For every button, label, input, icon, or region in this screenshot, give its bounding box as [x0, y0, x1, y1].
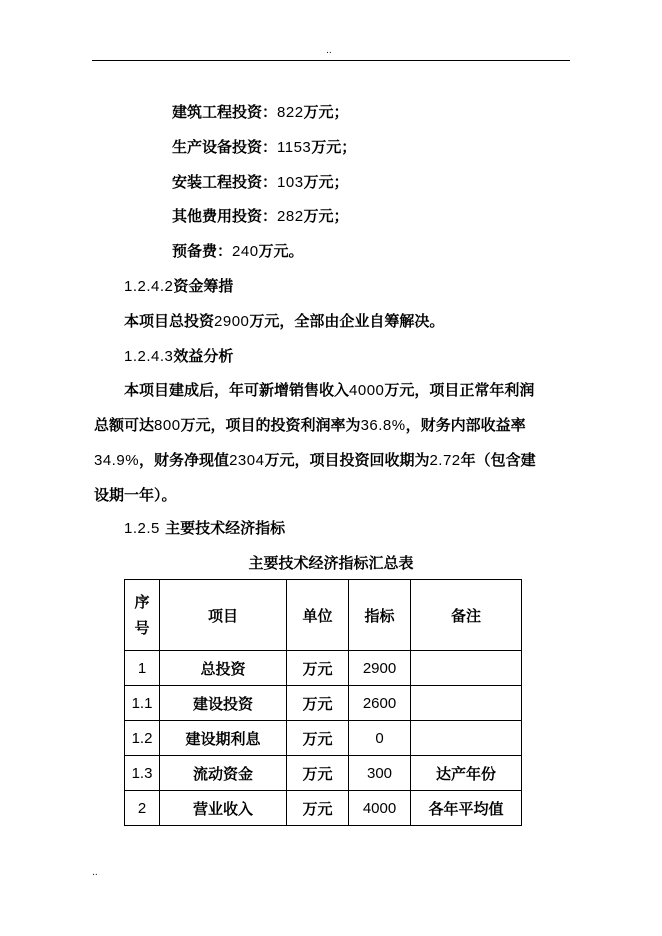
table-row — [125, 721, 522, 756]
item-unit: 万元； — [311, 138, 357, 156]
header-seq-2: 号 — [134, 619, 150, 637]
cell-value: 0 — [349, 721, 411, 756]
table-row — [125, 756, 522, 791]
benefit-text: ，财务净现值 — [139, 451, 230, 469]
section-title: 主要技术经济指标 — [165, 519, 286, 537]
header-unit: 单位 — [287, 580, 349, 651]
indicators-table — [124, 579, 522, 826]
item-unit: 万元； — [303, 103, 349, 121]
investment-item-equipment — [172, 137, 356, 158]
header-seq-1: 序 — [134, 593, 150, 611]
header-index: 指标 — [349, 580, 411, 651]
funding-paragraph — [124, 311, 444, 332]
section-number: 1.2.4.3 — [124, 348, 174, 365]
item-label: 预备费： — [172, 242, 233, 260]
item-value: 103 — [277, 174, 304, 191]
header-seq — [125, 580, 160, 651]
item-unit: 万元； — [303, 173, 349, 191]
investment-item-installation — [172, 172, 349, 193]
cell-value: 300 — [349, 756, 411, 791]
item-value: 282 — [277, 208, 304, 225]
cell-unit: 万元 — [287, 756, 349, 791]
investment-item-other — [172, 206, 349, 227]
benefit-text: 本项目建成后，年可新增销售收入 — [124, 381, 350, 399]
benefit-value: 34.9% — [94, 452, 140, 469]
table-row — [125, 686, 522, 721]
cell-seq: 1.1 — [125, 686, 160, 721]
benefit-value: 2.72 — [429, 452, 461, 469]
cell-remark — [411, 651, 522, 686]
section-number: 1.2.4.2 — [124, 278, 174, 295]
investment-item-reserve — [172, 241, 304, 262]
benefit-text: 万元，项目的投资利润率为 — [180, 416, 361, 434]
cell-seq: 2 — [125, 791, 160, 826]
cell-unit: 万元 — [287, 791, 349, 826]
cell-item: 总投资 — [160, 651, 287, 686]
benefit-text: 总额可达 — [94, 416, 155, 434]
benefit-value: 2304 — [229, 452, 265, 469]
benefit-text: 万元，项目投资回收期为 — [264, 451, 430, 469]
funding-text: 本项目总投资 — [124, 312, 215, 330]
funding-value: 2900 — [214, 313, 250, 330]
cell-item: 建设投资 — [160, 686, 287, 721]
header-mark: .. — [326, 46, 332, 56]
investment-item-construction — [172, 102, 349, 123]
table-title: 主要技术经济指标汇总表 — [248, 554, 414, 572]
cell-remark: 达产年份 — [411, 756, 522, 791]
item-value: 240 — [232, 243, 259, 260]
header-item: 项目 — [160, 580, 287, 651]
table-row — [125, 651, 522, 686]
table-header-row — [125, 580, 522, 651]
item-label: 其他费用投资： — [172, 207, 278, 225]
item-value: 1153 — [277, 139, 312, 156]
benefit-value: 36.8% — [360, 417, 406, 434]
item-value: 822 — [277, 104, 304, 121]
header-rule — [92, 60, 570, 61]
cell-seq: 1 — [125, 651, 160, 686]
cell-value: 2900 — [349, 651, 411, 686]
item-label: 生产设备投资： — [172, 138, 278, 156]
cell-remark: 各年平均值 — [411, 791, 522, 826]
benefit-text: 年（包含建 — [460, 451, 536, 469]
section-number: 1.2.5 — [124, 520, 160, 537]
section-heading-indicators — [124, 518, 285, 539]
item-unit: 万元； — [303, 207, 349, 225]
section-heading-benefit — [124, 346, 233, 367]
header-remark: 备注 — [411, 580, 522, 651]
cell-value: 2600 — [349, 686, 411, 721]
cell-remark — [411, 721, 522, 756]
cell-unit: 万元 — [287, 721, 349, 756]
item-label: 安装工程投资： — [172, 173, 278, 191]
benefit-text: ，财务内部收益率 — [405, 416, 526, 434]
section-title: 效益分析 — [173, 347, 234, 365]
funding-text-end: 万元，全部由企业自筹解决。 — [249, 312, 445, 330]
table-row — [125, 791, 522, 826]
cell-item: 营业收入 — [160, 791, 287, 826]
cell-item: 建设期利息 — [160, 721, 287, 756]
item-unit: 万元。 — [258, 242, 304, 260]
cell-value: 4000 — [349, 791, 411, 826]
cell-unit: 万元 — [287, 686, 349, 721]
benefit-line-3 — [94, 450, 536, 471]
item-label: 建筑工程投资： — [172, 103, 278, 121]
cell-remark — [411, 686, 522, 721]
cell-unit: 万元 — [287, 651, 349, 686]
section-title: 资金筹措 — [173, 277, 234, 295]
cell-item: 流动资金 — [160, 756, 287, 791]
benefit-line-4: 设期一年）。 — [94, 486, 177, 504]
benefit-line-1 — [124, 380, 534, 401]
benefit-text: 万元，项目正常年利润 — [384, 381, 535, 399]
section-heading-funding — [124, 276, 233, 297]
benefit-value: 800 — [154, 417, 181, 434]
benefit-line-2 — [94, 415, 526, 436]
footer-mark: .. — [92, 868, 98, 878]
cell-seq: 1.3 — [125, 756, 160, 791]
benefit-value: 4000 — [349, 382, 385, 399]
cell-seq: 1.2 — [125, 721, 160, 756]
